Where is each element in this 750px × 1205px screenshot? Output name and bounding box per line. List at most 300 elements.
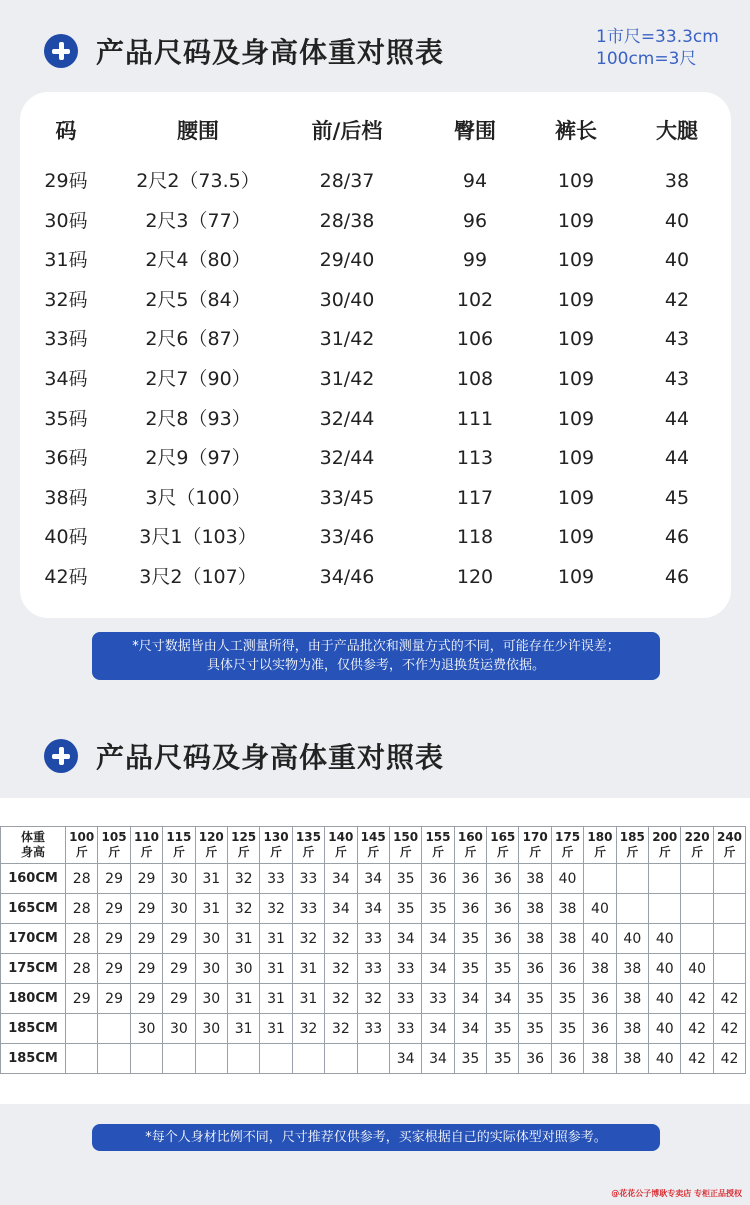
weight-value: 200 — [652, 830, 678, 844]
size-cell: 36 — [551, 954, 583, 984]
weight-header — [713, 827, 745, 864]
size-cell: 34 — [422, 924, 454, 954]
cell-rise: 33/46 — [319, 526, 375, 549]
height-label: 185CM — [1, 1044, 66, 1074]
size-cell — [195, 1044, 227, 1074]
notice-line: 具体尺寸以实物为准，仅供参考，不作为退换货运费依据。 — [206, 658, 545, 673]
size-cell: 42 — [713, 984, 745, 1014]
cell-length: 109 — [557, 170, 595, 192]
size-cell: 36 — [551, 1044, 583, 1074]
size-cell: 38 — [616, 1014, 648, 1044]
size-cell: 38 — [616, 984, 648, 1014]
cell-length: 109 — [557, 447, 595, 470]
size-cell — [616, 894, 648, 924]
table-row — [1, 954, 746, 984]
weight-unit: 斤 — [431, 845, 444, 859]
size-cell: 40 — [584, 894, 616, 924]
table-row — [20, 364, 731, 394]
weight-header — [616, 827, 648, 864]
height-label: 170CM — [1, 924, 66, 954]
cell-thigh: 44 — [664, 407, 690, 430]
weight-value: 145 — [360, 830, 386, 844]
size-cell: 36 — [519, 954, 551, 984]
size-cell: 28 — [66, 864, 98, 894]
size-cell: 38 — [616, 954, 648, 984]
height-label: 180CM — [1, 984, 66, 1014]
cell-hip: 99 — [462, 249, 488, 272]
recommendation-notice: *每个人身材比例不同，尺寸推荐仅供参考，买家根据自己的实际体型对照参考。 — [92, 1124, 660, 1151]
cell-rise: 28/37 — [319, 170, 375, 192]
size-cell — [292, 1044, 324, 1074]
size-cell: 31 — [195, 894, 227, 924]
size-cell: 42 — [681, 1014, 713, 1044]
size-cell — [713, 894, 745, 924]
cell-hip: 96 — [462, 209, 488, 232]
size-cell: 30 — [195, 1014, 227, 1044]
section-title: 产品尺码及身高体重对照表 — [96, 741, 445, 774]
size-cell: 29 — [163, 954, 195, 984]
size-cell: 29 — [98, 924, 130, 954]
cell-rise: 31/42 — [319, 368, 375, 390]
size-cell: 33 — [422, 984, 454, 1014]
weight-header — [487, 827, 519, 864]
cell-rise: 31/42 — [319, 328, 375, 351]
size-cell — [66, 1044, 98, 1074]
weight-unit: 斤 — [302, 845, 315, 859]
conversion-line: 100cm=3尺 — [596, 49, 697, 69]
size-cell: 31 — [260, 924, 292, 954]
cell-length: 109 — [557, 526, 595, 549]
size-cell: 33 — [389, 954, 421, 984]
store-watermark: @花花公子博耿专卖店 专柜正品授权 — [611, 1189, 742, 1198]
cell-size: 29码 — [44, 170, 88, 192]
size-cell: 34 — [357, 864, 389, 894]
height-label: 160CM — [1, 864, 66, 894]
header-thigh: 大腿 — [656, 119, 698, 143]
size-cell: 38 — [584, 954, 616, 984]
size-cell — [681, 864, 713, 894]
weight-unit: 斤 — [464, 845, 477, 859]
size-cell: 29 — [163, 924, 195, 954]
size-cell: 40 — [649, 1044, 681, 1074]
cell-rise: 32/44 — [319, 407, 375, 430]
size-cell — [163, 1044, 195, 1074]
weight-unit: 斤 — [496, 845, 509, 859]
weight-value: 185 — [619, 830, 645, 844]
table-row — [20, 285, 731, 315]
size-cell: 29 — [130, 864, 162, 894]
conversion-line: 1市尺=33.3cm — [596, 27, 719, 47]
weight-value: 110 — [133, 830, 159, 844]
weight-header — [195, 827, 227, 864]
cell-hip: 118 — [456, 526, 494, 549]
corner-text: 身高 — [20, 845, 45, 859]
size-cell: 40 — [616, 924, 648, 954]
height-label: 165CM — [1, 894, 66, 924]
size-cell — [130, 1044, 162, 1074]
table-row — [20, 483, 731, 513]
size-cell: 32 — [260, 894, 292, 924]
size-cell: 29 — [98, 864, 130, 894]
size-cell: 31 — [195, 864, 227, 894]
size-cell: 31 — [260, 984, 292, 1014]
table-row — [1, 924, 746, 954]
weight-header — [163, 827, 195, 864]
size-cell: 33 — [357, 1014, 389, 1044]
size-cell: 35 — [519, 1014, 551, 1044]
weight-value: 150 — [393, 830, 419, 844]
weight-unit: 斤 — [334, 845, 347, 859]
size-cell: 35 — [487, 1044, 519, 1074]
weight-header — [130, 827, 162, 864]
size-cell — [649, 864, 681, 894]
size-cell: 32 — [292, 924, 324, 954]
cell-rise: 28/38 — [319, 209, 375, 232]
size-cell: 33 — [260, 864, 292, 894]
cell-thigh: 44 — [664, 447, 690, 470]
weight-value: 160 — [457, 830, 483, 844]
size-table-header — [20, 116, 731, 146]
weight-header — [98, 827, 130, 864]
section-header-size-chart — [44, 31, 444, 71]
size-cell — [357, 1044, 389, 1074]
size-cell: 30 — [163, 894, 195, 924]
weight-unit: 斤 — [691, 845, 704, 859]
weight-header — [681, 827, 713, 864]
size-cell: 42 — [713, 1044, 745, 1074]
weight-header — [389, 827, 421, 864]
table-row — [1, 864, 746, 894]
size-cell: 35 — [454, 1044, 486, 1074]
size-cell: 28 — [66, 954, 98, 984]
size-cell: 40 — [584, 924, 616, 954]
size-cell: 30 — [195, 954, 227, 984]
table-row — [20, 443, 731, 473]
size-cell: 32 — [227, 864, 259, 894]
size-cell: 40 — [551, 864, 583, 894]
size-cell: 33 — [292, 894, 324, 924]
weight-value: 100 — [69, 830, 95, 844]
cell-waist: 3尺1（103） — [139, 526, 257, 549]
size-cell: 42 — [713, 1014, 745, 1044]
size-table-card — [20, 92, 731, 618]
size-cell — [616, 864, 648, 894]
cell-thigh: 42 — [664, 288, 690, 311]
cell-thigh: 38 — [664, 170, 690, 192]
table-row — [20, 166, 731, 196]
weight-value: 175 — [555, 830, 581, 844]
size-cell: 32 — [325, 924, 357, 954]
cell-hip: 108 — [456, 368, 494, 390]
cell-rise: 29/40 — [319, 249, 375, 272]
cell-hip: 111 — [456, 407, 494, 430]
weight-unit: 斤 — [270, 845, 283, 859]
size-cell: 29 — [98, 954, 130, 984]
size-cell: 32 — [325, 984, 357, 1014]
size-cell: 31 — [227, 1014, 259, 1044]
size-cell — [66, 1014, 98, 1044]
size-cell: 40 — [681, 954, 713, 984]
size-cell: 30 — [227, 954, 259, 984]
table-row — [1, 1014, 746, 1044]
weight-header — [66, 827, 98, 864]
measurement-notice — [92, 632, 660, 680]
size-cell: 40 — [649, 984, 681, 1014]
size-cell: 29 — [130, 984, 162, 1014]
cell-length: 109 — [557, 407, 595, 430]
table-row — [20, 404, 731, 434]
size-cell: 34 — [487, 984, 519, 1014]
size-cell: 35 — [551, 984, 583, 1014]
table-row — [1, 1044, 746, 1074]
table-row — [20, 324, 731, 354]
weight-value: 165 — [490, 830, 516, 844]
size-cell — [713, 924, 745, 954]
size-cell — [713, 864, 745, 894]
cell-waist: 2尺4（80） — [145, 249, 251, 272]
cell-waist: 2尺6（87） — [145, 328, 251, 351]
cell-length: 109 — [557, 328, 595, 351]
header-hip: 臀围 — [454, 119, 496, 143]
weight-value: 220 — [684, 830, 710, 844]
size-cell — [98, 1014, 130, 1044]
weight-header — [584, 827, 616, 864]
size-cell: 34 — [422, 1014, 454, 1044]
size-cell — [260, 1044, 292, 1074]
weight-unit: 斤 — [140, 845, 153, 859]
cell-thigh: 43 — [664, 368, 690, 390]
size-cell: 35 — [389, 864, 421, 894]
section-title: 产品尺码及身高体重对照表 — [96, 36, 445, 69]
cell-waist: 2尺5（84） — [145, 288, 251, 311]
weight-header — [551, 827, 583, 864]
weight-unit: 斤 — [75, 845, 88, 859]
unit-conversion — [596, 26, 719, 70]
weight-header — [325, 827, 357, 864]
size-cell: 32 — [227, 894, 259, 924]
cell-size: 36码 — [44, 447, 88, 470]
size-cell — [649, 894, 681, 924]
weight-value: 135 — [295, 830, 321, 844]
weight-unit: 斤 — [593, 845, 606, 859]
size-cell: 36 — [454, 864, 486, 894]
weight-value: 170 — [522, 830, 548, 844]
weight-unit: 斤 — [367, 845, 380, 859]
size-cell: 28 — [66, 924, 98, 954]
table-row — [1, 984, 746, 1014]
size-cell: 35 — [389, 894, 421, 924]
size-cell: 42 — [681, 984, 713, 1014]
size-cell: 33 — [292, 864, 324, 894]
size-cell: 35 — [487, 1014, 519, 1044]
size-cell: 29 — [98, 984, 130, 1014]
size-cell: 38 — [551, 894, 583, 924]
table-row — [20, 245, 731, 275]
size-cell: 40 — [649, 954, 681, 984]
size-cell: 36 — [584, 1014, 616, 1044]
size-cell: 29 — [130, 894, 162, 924]
size-cell: 36 — [454, 894, 486, 924]
weight-header — [260, 827, 292, 864]
header-length: 裤长 — [555, 119, 597, 143]
weight-value: 130 — [263, 830, 289, 844]
size-cell: 42 — [681, 1044, 713, 1074]
cell-thigh: 40 — [664, 249, 690, 272]
weight-header — [227, 827, 259, 864]
size-cell: 35 — [519, 984, 551, 1014]
size-cell: 32 — [325, 954, 357, 984]
header-size: 码 — [55, 119, 77, 143]
size-cell: 31 — [292, 954, 324, 984]
cell-length: 109 — [557, 368, 595, 390]
plus-circle-icon — [44, 739, 78, 773]
table-row — [20, 522, 731, 552]
cell-waist: 2尺8（93） — [145, 407, 251, 430]
size-cell: 31 — [227, 924, 259, 954]
size-cell: 36 — [487, 924, 519, 954]
cell-size: 34码 — [44, 368, 88, 390]
size-cell — [681, 924, 713, 954]
size-cell: 30 — [195, 924, 227, 954]
cell-thigh: 40 — [664, 209, 690, 232]
weight-value: 140 — [328, 830, 354, 844]
size-cell: 40 — [649, 1014, 681, 1044]
size-cell: 29 — [130, 924, 162, 954]
size-cell: 32 — [292, 1014, 324, 1044]
size-cell: 36 — [487, 894, 519, 924]
cell-hip: 106 — [456, 328, 494, 351]
cell-length: 109 — [557, 249, 595, 272]
size-cell: 34 — [454, 1014, 486, 1044]
size-cell: 36 — [422, 864, 454, 894]
table-row — [20, 562, 731, 592]
size-cell — [98, 1044, 130, 1074]
size-cell: 35 — [487, 954, 519, 984]
cell-waist: 3尺（100） — [145, 486, 251, 509]
height-weight-panel — [0, 798, 750, 1104]
weight-unit: 斤 — [172, 845, 185, 859]
size-cell: 34 — [389, 924, 421, 954]
size-cell: 35 — [422, 894, 454, 924]
weight-header — [454, 827, 486, 864]
size-cell: 34 — [422, 954, 454, 984]
size-cell: 36 — [487, 864, 519, 894]
cell-hip: 94 — [462, 170, 488, 192]
height-label: 185CM — [1, 1014, 66, 1044]
size-cell: 38 — [584, 1044, 616, 1074]
table-row — [1, 894, 746, 924]
weight-unit: 斤 — [658, 845, 671, 859]
weight-value: 115 — [166, 830, 192, 844]
size-cell: 34 — [454, 984, 486, 1014]
cell-rise: 34/46 — [319, 566, 375, 588]
cell-thigh: 45 — [664, 486, 690, 509]
weight-value: 240 — [716, 830, 743, 844]
size-cell: 38 — [551, 924, 583, 954]
size-cell: 33 — [357, 924, 389, 954]
size-cell: 30 — [195, 984, 227, 1014]
weight-unit: 斤 — [108, 845, 121, 859]
cell-thigh: 46 — [664, 526, 690, 549]
weight-value: 155 — [425, 830, 451, 844]
cell-size: 42码 — [44, 566, 88, 588]
size-cell: 38 — [519, 924, 551, 954]
size-cell: 34 — [357, 894, 389, 924]
size-cell — [681, 894, 713, 924]
cell-length: 109 — [557, 209, 595, 232]
size-cell: 30 — [163, 1014, 195, 1044]
weight-unit: 斤 — [529, 845, 542, 859]
size-cell: 31 — [292, 984, 324, 1014]
weight-unit: 斤 — [626, 845, 639, 859]
cell-size: 33码 — [44, 328, 88, 351]
size-cell: 36 — [584, 984, 616, 1014]
cell-size: 38码 — [44, 486, 88, 509]
cell-waist: 2尺2（73.5） — [136, 170, 260, 192]
size-cell: 40 — [649, 924, 681, 954]
size-cell: 34 — [389, 1044, 421, 1074]
cell-rise: 30/40 — [319, 288, 375, 311]
cell-thigh: 46 — [664, 566, 690, 588]
cell-size: 31码 — [44, 249, 88, 272]
notice-line: *尺寸数据皆由人工测量所得，由于产品批次和测量方式的不同，可能存在少许误差； — [132, 639, 620, 654]
plus-circle-icon — [44, 34, 78, 68]
size-cell: 33 — [389, 984, 421, 1014]
weight-value: 180 — [587, 830, 613, 844]
header-waist: 腰围 — [177, 119, 219, 143]
weight-unit: 斤 — [399, 845, 412, 859]
size-cell: 38 — [616, 1044, 648, 1074]
corner-label — [1, 827, 66, 864]
size-cell: 29 — [130, 954, 162, 984]
size-cell: 31 — [227, 984, 259, 1014]
cell-hip: 117 — [456, 486, 494, 509]
weight-unit: 斤 — [561, 845, 574, 859]
size-cell — [584, 864, 616, 894]
size-cell: 28 — [66, 894, 98, 924]
size-cell: 31 — [260, 954, 292, 984]
weight-value: 120 — [198, 830, 224, 844]
size-cell: 30 — [163, 864, 195, 894]
size-cell: 30 — [130, 1014, 162, 1044]
corner-text: 体重 — [20, 830, 45, 844]
size-cell: 36 — [519, 1044, 551, 1074]
size-cell: 29 — [66, 984, 98, 1014]
size-cell: 29 — [98, 894, 130, 924]
weight-value: 105 — [101, 830, 127, 844]
size-cell: 32 — [357, 984, 389, 1014]
height-label: 175CM — [1, 954, 66, 984]
size-cell: 35 — [454, 954, 486, 984]
cell-length: 109 — [557, 486, 595, 509]
cell-length: 109 — [557, 288, 595, 311]
cell-rise: 33/45 — [319, 486, 375, 509]
cell-hip: 120 — [456, 566, 494, 588]
size-cell: 38 — [519, 894, 551, 924]
cell-size: 30码 — [44, 209, 88, 232]
weight-value: 125 — [231, 830, 257, 844]
weight-header-row — [1, 827, 746, 864]
weight-unit: 斤 — [723, 845, 736, 859]
size-cell: 32 — [325, 1014, 357, 1044]
cell-hip: 102 — [456, 288, 494, 311]
cell-waist: 3尺2（107） — [139, 566, 257, 588]
cell-thigh: 43 — [664, 328, 690, 351]
cell-waist: 2尺3（77） — [145, 209, 251, 232]
size-cell — [227, 1044, 259, 1074]
size-cell: 35 — [454, 924, 486, 954]
cell-hip: 113 — [456, 447, 494, 470]
